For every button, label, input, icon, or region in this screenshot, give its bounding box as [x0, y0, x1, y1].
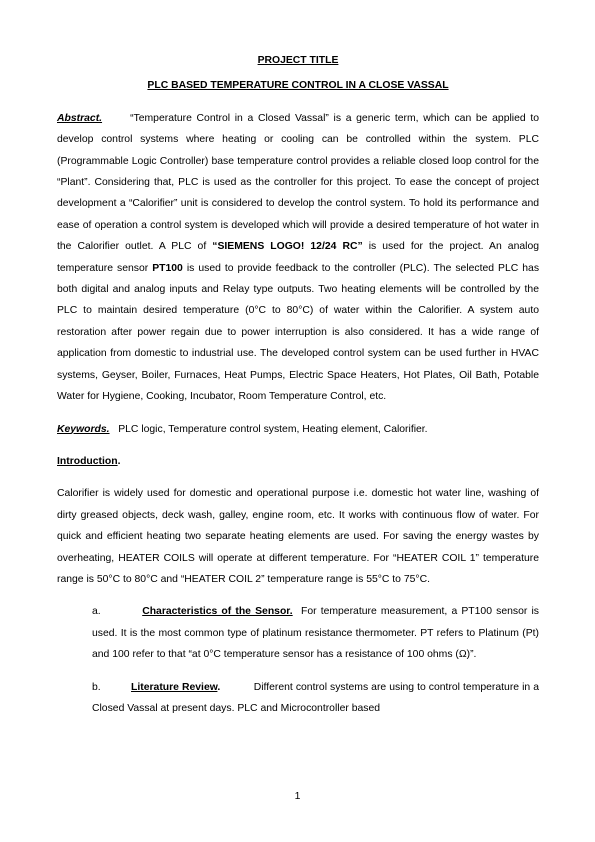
subsection-a-marker: a.: [92, 606, 101, 618]
document-body: [57, 50, 539, 719]
project-title-label: PROJECT TITLE: [257, 55, 339, 66]
introduction-paragraph: Calorifier is widely used for domestic and operational purpose i.e. domestic hot water line, washing of dirty greased objects, deck wash, galley, engine room, etc. It works with continuous flow of water. For quick and efficient heating two separate heating elements are used. For saving the energy wastes by overheating, HEATER COILS will operate at different temperature. For “HEATER COIL 1” temperature range is 50°C to 80°C and “HEATER COIL 2” temperature range is 55°C to 75°C.: [57, 488, 539, 585]
subsection-b-marker: b.: [92, 681, 101, 693]
abstract-text-1: “Temperature Control in a Closed Vassal” is a generic term, which can be applied to develop control systems where heating or cooling can be controlled within the system. PLC (Programmable Logic Controller) base temperature control provides a reliable closed loop control for the “Plant”. Considering that, PLC is used as the controller for this project. To ease the concept of project development a “Calorifier” unit is considered to develop the control system. To hold its performance and ease of operation a control system is developed which will provide a desired temperature of hot water in the Calorifier outlet. A PLC of: [57, 112, 539, 253]
subsection-a-text: For temperature measurement, a PT100 sensor is used. It is the most common type of platinum resistance thermometer. PT refers to Platinum (Pt) and 100 refer to that “at 0°C temperature sensor has a resistance of 100 ohms (Ω)”.: [92, 606, 539, 661]
subsection-b: b. Literature Review. Different control systems are using to control temperature in a Closed Vassal at present days. PLC and Microcontroller based: [92, 681, 539, 714]
abstract-paragraph: [57, 108, 539, 408]
subsection-b-text: Different control systems are using to control temperature in a Closed Vassal at present days. PLC and Microcontroller based: [92, 681, 539, 714]
keywords-paragraph: [57, 419, 539, 440]
project-title: PLC BASED TEMPERATURE CONTROL IN A CLOSE VASSAL: [147, 80, 449, 92]
abstract-text-2: is used for the project. An analog temperature sensor: [57, 241, 540, 274]
abstract-sensor-name: PT100: [152, 262, 183, 274]
page-number: 1: [294, 791, 301, 802]
abstract-label: Abstract.: [57, 112, 103, 124]
subsection-b-heading: Literature Review: [131, 681, 218, 693]
keywords-label: Keywords.: [57, 423, 110, 435]
abstract-plc-model: “SIEMENS LOGO! 12/24 RC”: [212, 241, 363, 253]
introduction-heading: Introduction: [57, 455, 118, 467]
subsection-a-heading: Characteristics of the Sensor.: [142, 606, 293, 618]
abstract-text-3: is used to provide feedback to the controller (PLC). The selected PLC has both digital and analog inputs and Relay type outputs. Two heating elements will be controlled by the PLC to maintain desired temperature (0°C to 80°C) of water within the Calorifier. A system auto restoration after power regain due to power interruption is also considered. It has a wide range of application from domestic to industrial use. The developed control system can be used further in HVAC systems, Geyser, Boiler, Furnaces, Heat Pumps, Electric Space Heaters, Hot Plates, Oil Bath, Potable Water for Hygiene, Cooking, Incubator, Room Temperature Control, etc.: [57, 262, 540, 403]
keywords-text: PLC logic, Temperature control system, Heating element, Calorifier.: [118, 423, 428, 435]
subsection-a: [92, 601, 539, 665]
introduction-heading-line: Introduction.: [57, 455, 121, 467]
